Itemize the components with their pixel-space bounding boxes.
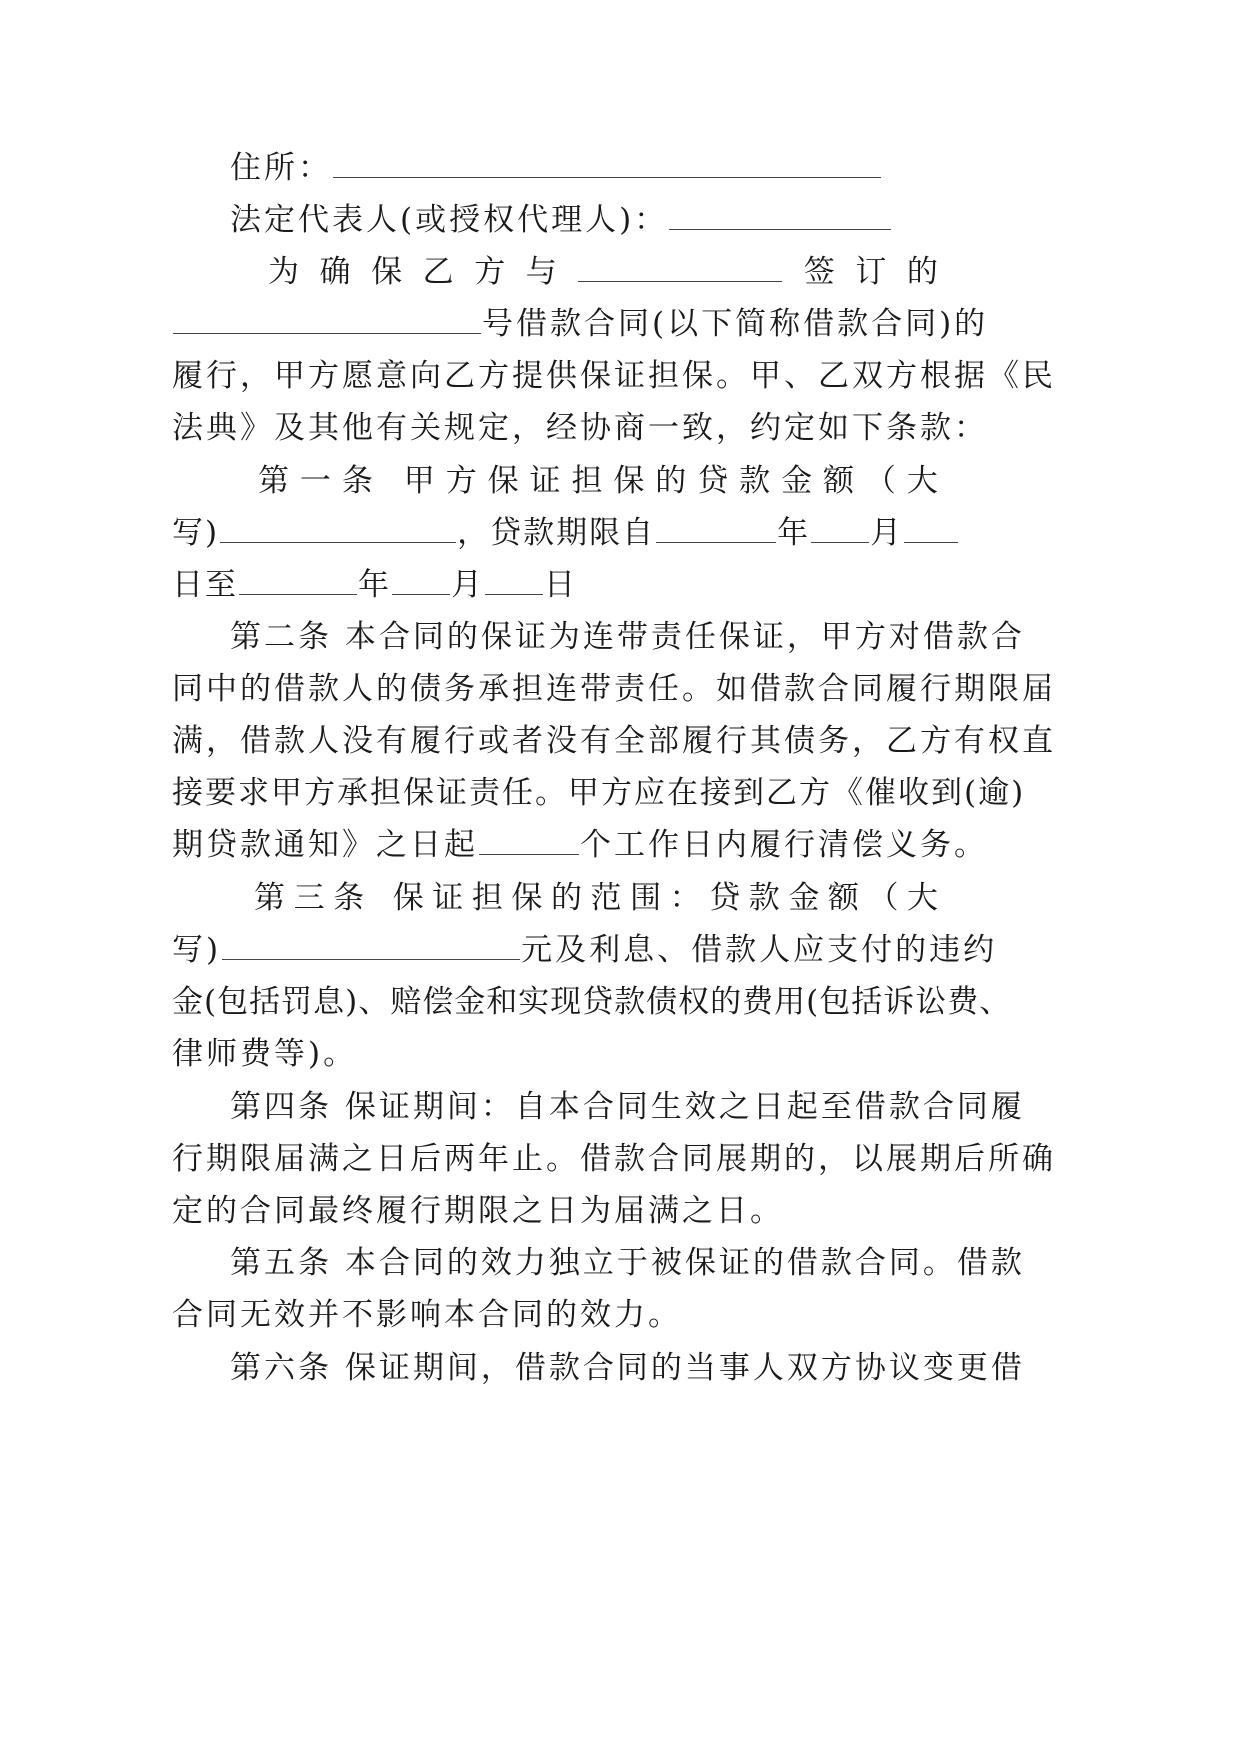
article-3-text: 元及利息、借款人应支付的违约 <box>521 932 998 968</box>
article-6-line-1: 第六条 保证期间，借款合同的当事人双方协议变更借 <box>230 1350 1025 1386</box>
preamble-char: 的 <box>906 254 938 290</box>
start-year-blank <box>656 540 776 543</box>
guarantee-amount-blank <box>222 957 520 960</box>
article-1-char: 额 <box>822 463 854 499</box>
article-2-line-1: 第二条 本合同的保证为连带责任保证，甲方对借款合 <box>230 619 1025 655</box>
residence-label: 住所： <box>230 150 332 186</box>
article-1-char: 贷 <box>697 463 729 499</box>
residence-blank <box>333 175 881 178</box>
article-1-char: 证 <box>529 463 561 499</box>
article-1-text: ，贷款期限自 <box>457 515 656 551</box>
article-1-line-1 <box>258 461 938 501</box>
legal-rep-line <box>230 200 892 240</box>
article-4-line-1: 第四条 保证期间：自本合同生效之日起至借款合同履 <box>230 1089 1025 1125</box>
preamble-text: 号借款合同(以下简称借款合同)的 <box>482 306 989 342</box>
article-2-line-3: 满，借款人没有履行或者没有全部履行其债务，乙方有权直 <box>172 723 1056 759</box>
start-month-blank <box>811 540 869 543</box>
preamble-char: 订 <box>855 254 887 290</box>
article-3-char: 围 <box>630 880 662 916</box>
article-3-char: ： <box>669 880 701 916</box>
article-3-line-1 <box>254 878 938 918</box>
loan-amount-blank <box>220 540 456 543</box>
legal-rep-label: 法定代表人(或授权代理人)： <box>230 202 669 238</box>
article-1-char: 第 <box>258 463 289 499</box>
article-5-line-2: 合同无效并不影响本合同的效力。 <box>172 1297 682 1333</box>
article-2-line-2: 同中的借款人的债务承担连带责任。如借款合同履行期限届 <box>172 671 1056 707</box>
legal-rep-blank <box>669 227 891 230</box>
article-1-char: 金 <box>781 463 813 499</box>
preamble-char: 方 <box>474 254 506 290</box>
residence-line <box>230 148 882 188</box>
article-4-line-3: 定的合同最终履行期限之日为届满之日。 <box>172 1193 784 1229</box>
contract-number-blank <box>173 331 481 334</box>
article-1-char: （ <box>864 463 896 499</box>
article-1-char: 大 <box>906 463 938 499</box>
article-5-line-1: 第五条 本合同的效力独立于被保证的借款合同。借款 <box>230 1245 1025 1281</box>
article-1-text: 写) <box>172 515 220 551</box>
preamble-line-1 <box>268 252 938 292</box>
article-3-char: 三 <box>293 880 325 916</box>
article-1-char: 保 <box>487 463 519 499</box>
article-1-char: 方 <box>445 463 477 499</box>
end-month-blank <box>392 592 450 595</box>
article-4-line-2: 行期限届满之日后两年止。借款合同展期的，以展期后所确 <box>172 1141 1056 1177</box>
preamble-char: 签 <box>803 254 835 290</box>
article-3-char: 担 <box>471 880 503 916</box>
article-1-char: 款 <box>739 463 771 499</box>
article-1-char: 担 <box>571 463 603 499</box>
article-3-text: 写) <box>172 932 222 968</box>
article-2-line-4: 接要求甲方承担保证责任。甲方应在接到乙方《催收到(逾) <box>172 775 1026 811</box>
article-3-line-2 <box>172 930 997 970</box>
preamble-char: 为 <box>268 254 299 290</box>
article-3-char: 保 <box>392 880 424 916</box>
start-day-blank <box>904 540 958 543</box>
article-3-char: （ <box>867 880 899 916</box>
article-3-char: 第 <box>254 880 285 916</box>
article-2-text: 个工作日内履行清偿义务。 <box>580 827 988 863</box>
counterparty-blank <box>578 279 782 282</box>
article-3-char: 证 <box>432 880 464 916</box>
article-3-char: 的 <box>550 880 582 916</box>
article-3-char: 金 <box>788 880 820 916</box>
end-year-blank <box>239 592 357 595</box>
article-1-text: 月 <box>870 515 904 551</box>
article-1-char: 条 <box>341 463 373 499</box>
article-1-char: 保 <box>613 463 645 499</box>
article-1-text: 日至 <box>172 567 238 603</box>
article-1-text: 年 <box>777 515 811 551</box>
working-days-blank <box>479 852 579 855</box>
article-1-char: 的 <box>655 463 687 499</box>
article-3-line-3: 金(包括罚息)、赔偿金和实现贷款债权的费用(包括诉讼费、 <box>172 984 1012 1020</box>
article-2-text: 期贷款通知》之日起 <box>172 827 478 863</box>
article-3-line-4: 律师费等)。 <box>172 1036 358 1072</box>
article-2-line-5 <box>172 825 988 865</box>
article-1-char: 甲 <box>403 463 435 499</box>
article-3-char: 条 <box>333 880 365 916</box>
preamble-line-2 <box>172 304 988 344</box>
end-day-blank <box>485 592 543 595</box>
preamble-char: 与 <box>525 254 557 290</box>
article-3-char: 范 <box>590 880 622 916</box>
article-1-char: 一 <box>299 463 331 499</box>
preamble-char: 乙 <box>422 254 454 290</box>
article-3-char: 款 <box>748 880 780 916</box>
article-3-char: 大 <box>907 880 938 916</box>
article-1-text: 日 <box>544 567 577 603</box>
preamble-line-3: 履行，甲方愿意向乙方提供保证担保。甲、乙双方根据《民 <box>172 358 1056 394</box>
preamble-line-4: 法典》及其他有关规定，经协商一致，约定如下条款： <box>172 410 988 446</box>
article-3-char: 保 <box>511 880 543 916</box>
preamble-char: 确 <box>319 254 351 290</box>
article-1-line-2 <box>172 513 959 553</box>
article-3-char: 贷 <box>709 880 741 916</box>
article-1-text: 年 <box>358 567 391 603</box>
article-1-text: 月 <box>451 567 484 603</box>
preamble-char: 保 <box>371 254 403 290</box>
article-1-line-3 <box>172 565 577 605</box>
article-3-char: 额 <box>827 880 859 916</box>
